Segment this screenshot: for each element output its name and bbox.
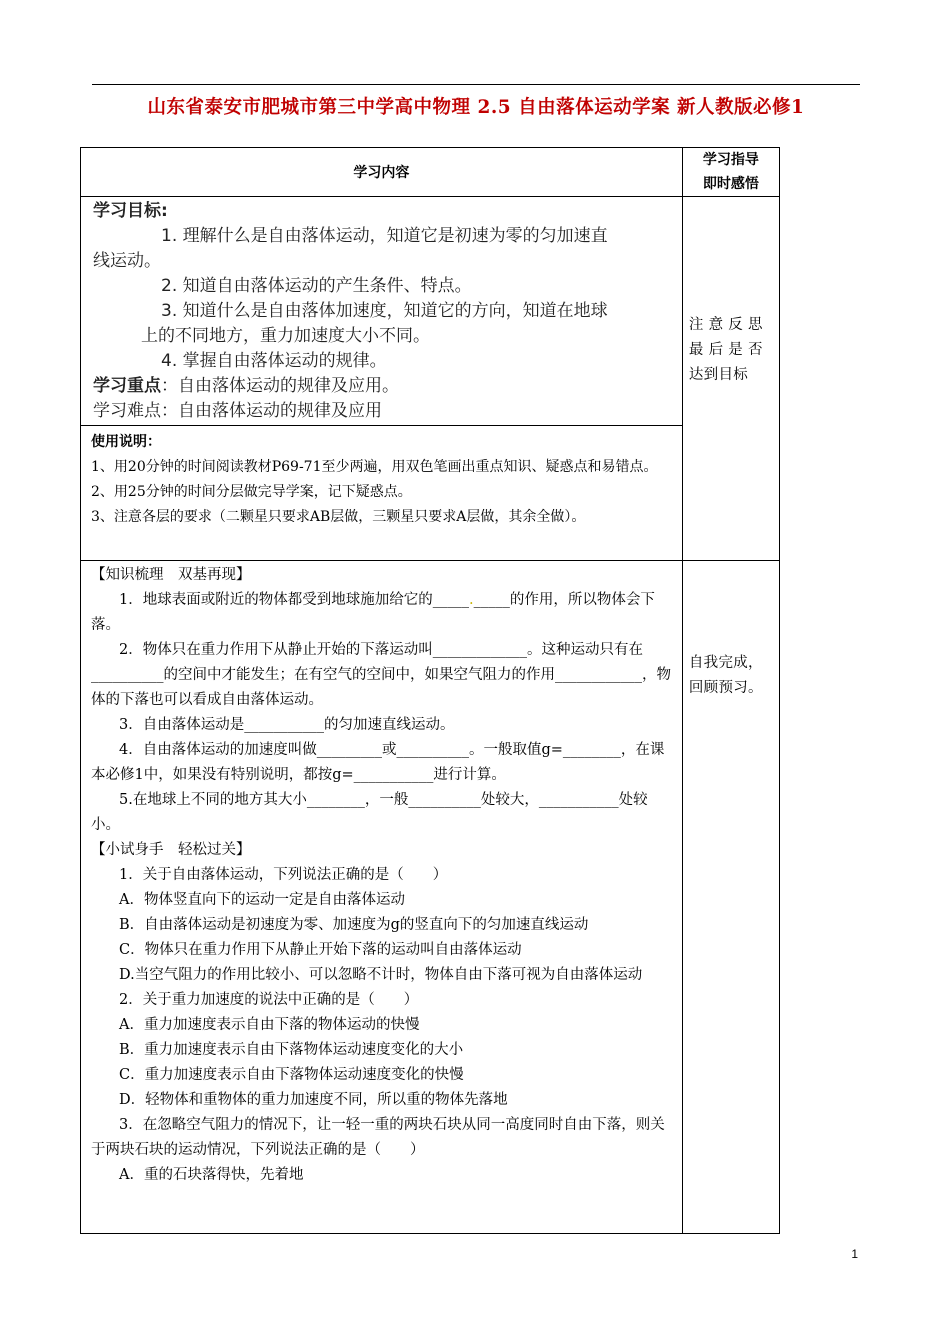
key-points — [93, 374, 674, 399]
key-points-text: ：自由落体运动的规律及应用。 — [161, 376, 399, 396]
practice-q2-option-c: C．重力加速度表示自由下落物体运动速度变化的快慢 — [119, 1067, 464, 1083]
practice-q3-option-a: A．重的石块落得快，先着地 — [119, 1167, 304, 1183]
practice-q1: 1．关于自由落体运动，下列说法正确的是（ ） — [119, 867, 448, 883]
practice-q2-option-b: B．重力加速度表示自由下落物体运动速度变化的大小 — [119, 1042, 464, 1058]
difficult-points — [93, 399, 674, 424]
goal-item-4: 4. 掌握自由落体运动的规律。 — [161, 351, 387, 371]
usage-label: 使用说明： — [91, 434, 161, 450]
goal-item-1: 1. 理解什么是自由落体运动，知道它是初速为零的匀加速直 — [161, 226, 608, 246]
header-rule — [92, 84, 860, 85]
knowledge-q4: 4．自由落体运动的加速度叫做_________或__________。一般取值g=________，在课本必修1中，如果没有特别说明，都按g=___________进行计算。 — [91, 742, 665, 783]
knowledge-heading: 【知识梳理 双基再现】 — [91, 567, 251, 583]
difficult-points-label: 学习难点 — [93, 401, 161, 421]
difficult-points-text: ：自由落体运动的规律及应用 — [161, 401, 382, 421]
practice-q2: 2．关于重力加速度的说法中正确的是（ ） — [119, 992, 419, 1008]
side-note-reflect: 注 意 反 思 最 后 是 否 达到目标 — [682, 197, 779, 561]
document-title: 山东省泰安市肥城市第三中学高中物理 2.5 自由落体运动学案 新人教版必修1 — [147, 97, 805, 118]
goal-item-3-cont: 上的不同地方，重力加速度大小不同。 — [141, 326, 430, 346]
header-guidance-line1: 学习指导 — [702, 152, 759, 168]
knowledge-q5: 5.在地球上不同的地方其大小________，一般__________处较大，___________处较小。 — [91, 792, 648, 833]
usage-instructions — [81, 426, 683, 561]
practice-q1-option-b: B．自由落体运动是初速度为零、加速度为g的竖直向下的匀加速直线运动 — [119, 917, 589, 933]
key-points-label: 学习重点 — [93, 376, 161, 396]
exercise-section — [81, 561, 683, 1234]
lesson-table — [80, 147, 780, 1234]
goal-item-1-cont: 线运动。 — [93, 251, 161, 271]
usage-line-3: 3、注意各层的要求（二颗星只要求AB层做，三颗星只要求A层做，其余全做）。 — [91, 509, 586, 525]
goals-label: 学习目标: — [93, 201, 168, 221]
knowledge-q2: 2．物体只在重力作用下从静止开始的下落运动叫_____________。这种运动只有在__________的空间中才能发生；在有空气的空间中，如果空气阻力的作用____________，物体的下落也可以看成自由落体运动。 — [91, 642, 671, 708]
practice-q2-option-d: D．轻物体和重物体的重力加速度不同，所以重的物体先落地 — [119, 1092, 508, 1108]
practice-heading: 【小试身手 轻松过关】 — [91, 842, 251, 858]
practice-q1-option-c: C．物体只在重力作用下从静止开始下落的运动叫自由落体运动 — [119, 942, 522, 958]
highlight-dot-icon: . — [468, 592, 474, 608]
learning-goals-section — [81, 197, 683, 426]
page-number: 1 — [851, 1247, 858, 1261]
usage-line-1: 1、用20分钟的时间阅读教材P69-71至少两遍，用双色笔画出重点知识、疑惑点和易错点。 — [91, 459, 658, 475]
header-learning-content: 学习内容 — [81, 148, 683, 197]
knowledge-q1: 1．地球表面或附近的物体都受到地球施加给它的_____._____的作用，所以物体会下落。 — [91, 592, 655, 633]
side-note-self: 自我完成，回顾预习。 — [682, 561, 779, 1234]
usage-line-2: 2、用25分钟的时间分层做完导学案，记下疑惑点。 — [91, 484, 412, 500]
header-guidance — [682, 148, 779, 197]
goal-item-2: 2. 知道自由落体运动的产生条件、特点。 — [161, 276, 472, 296]
knowledge-q3: 3．自由落体运动是___________的匀加速直线运动。 — [119, 717, 455, 733]
practice-q3: 3．在忽略空气阻力的情况下，让一轻一重的两块石块从同一高度同时自由下落，则关于两块石块的运动情况，下列说法正确的是（ ） — [91, 1117, 665, 1158]
header-guidance-line2: 即时感悟 — [702, 176, 759, 192]
practice-q1-option-d: D.当空气阻力的作用比较小、可以忽略不计时，物体自由下落可视为自由落体运动 — [119, 967, 643, 983]
goal-item-3: 3. 知道什么是自由落体加速度，知道它的方向，知道在地球 — [161, 301, 608, 321]
practice-q1-option-a: A．物体竖直向下的运动一定是自由落体运动 — [119, 892, 405, 908]
practice-q2-option-a: A．重力加速度表示自由下落的物体运动的快慢 — [119, 1017, 420, 1033]
